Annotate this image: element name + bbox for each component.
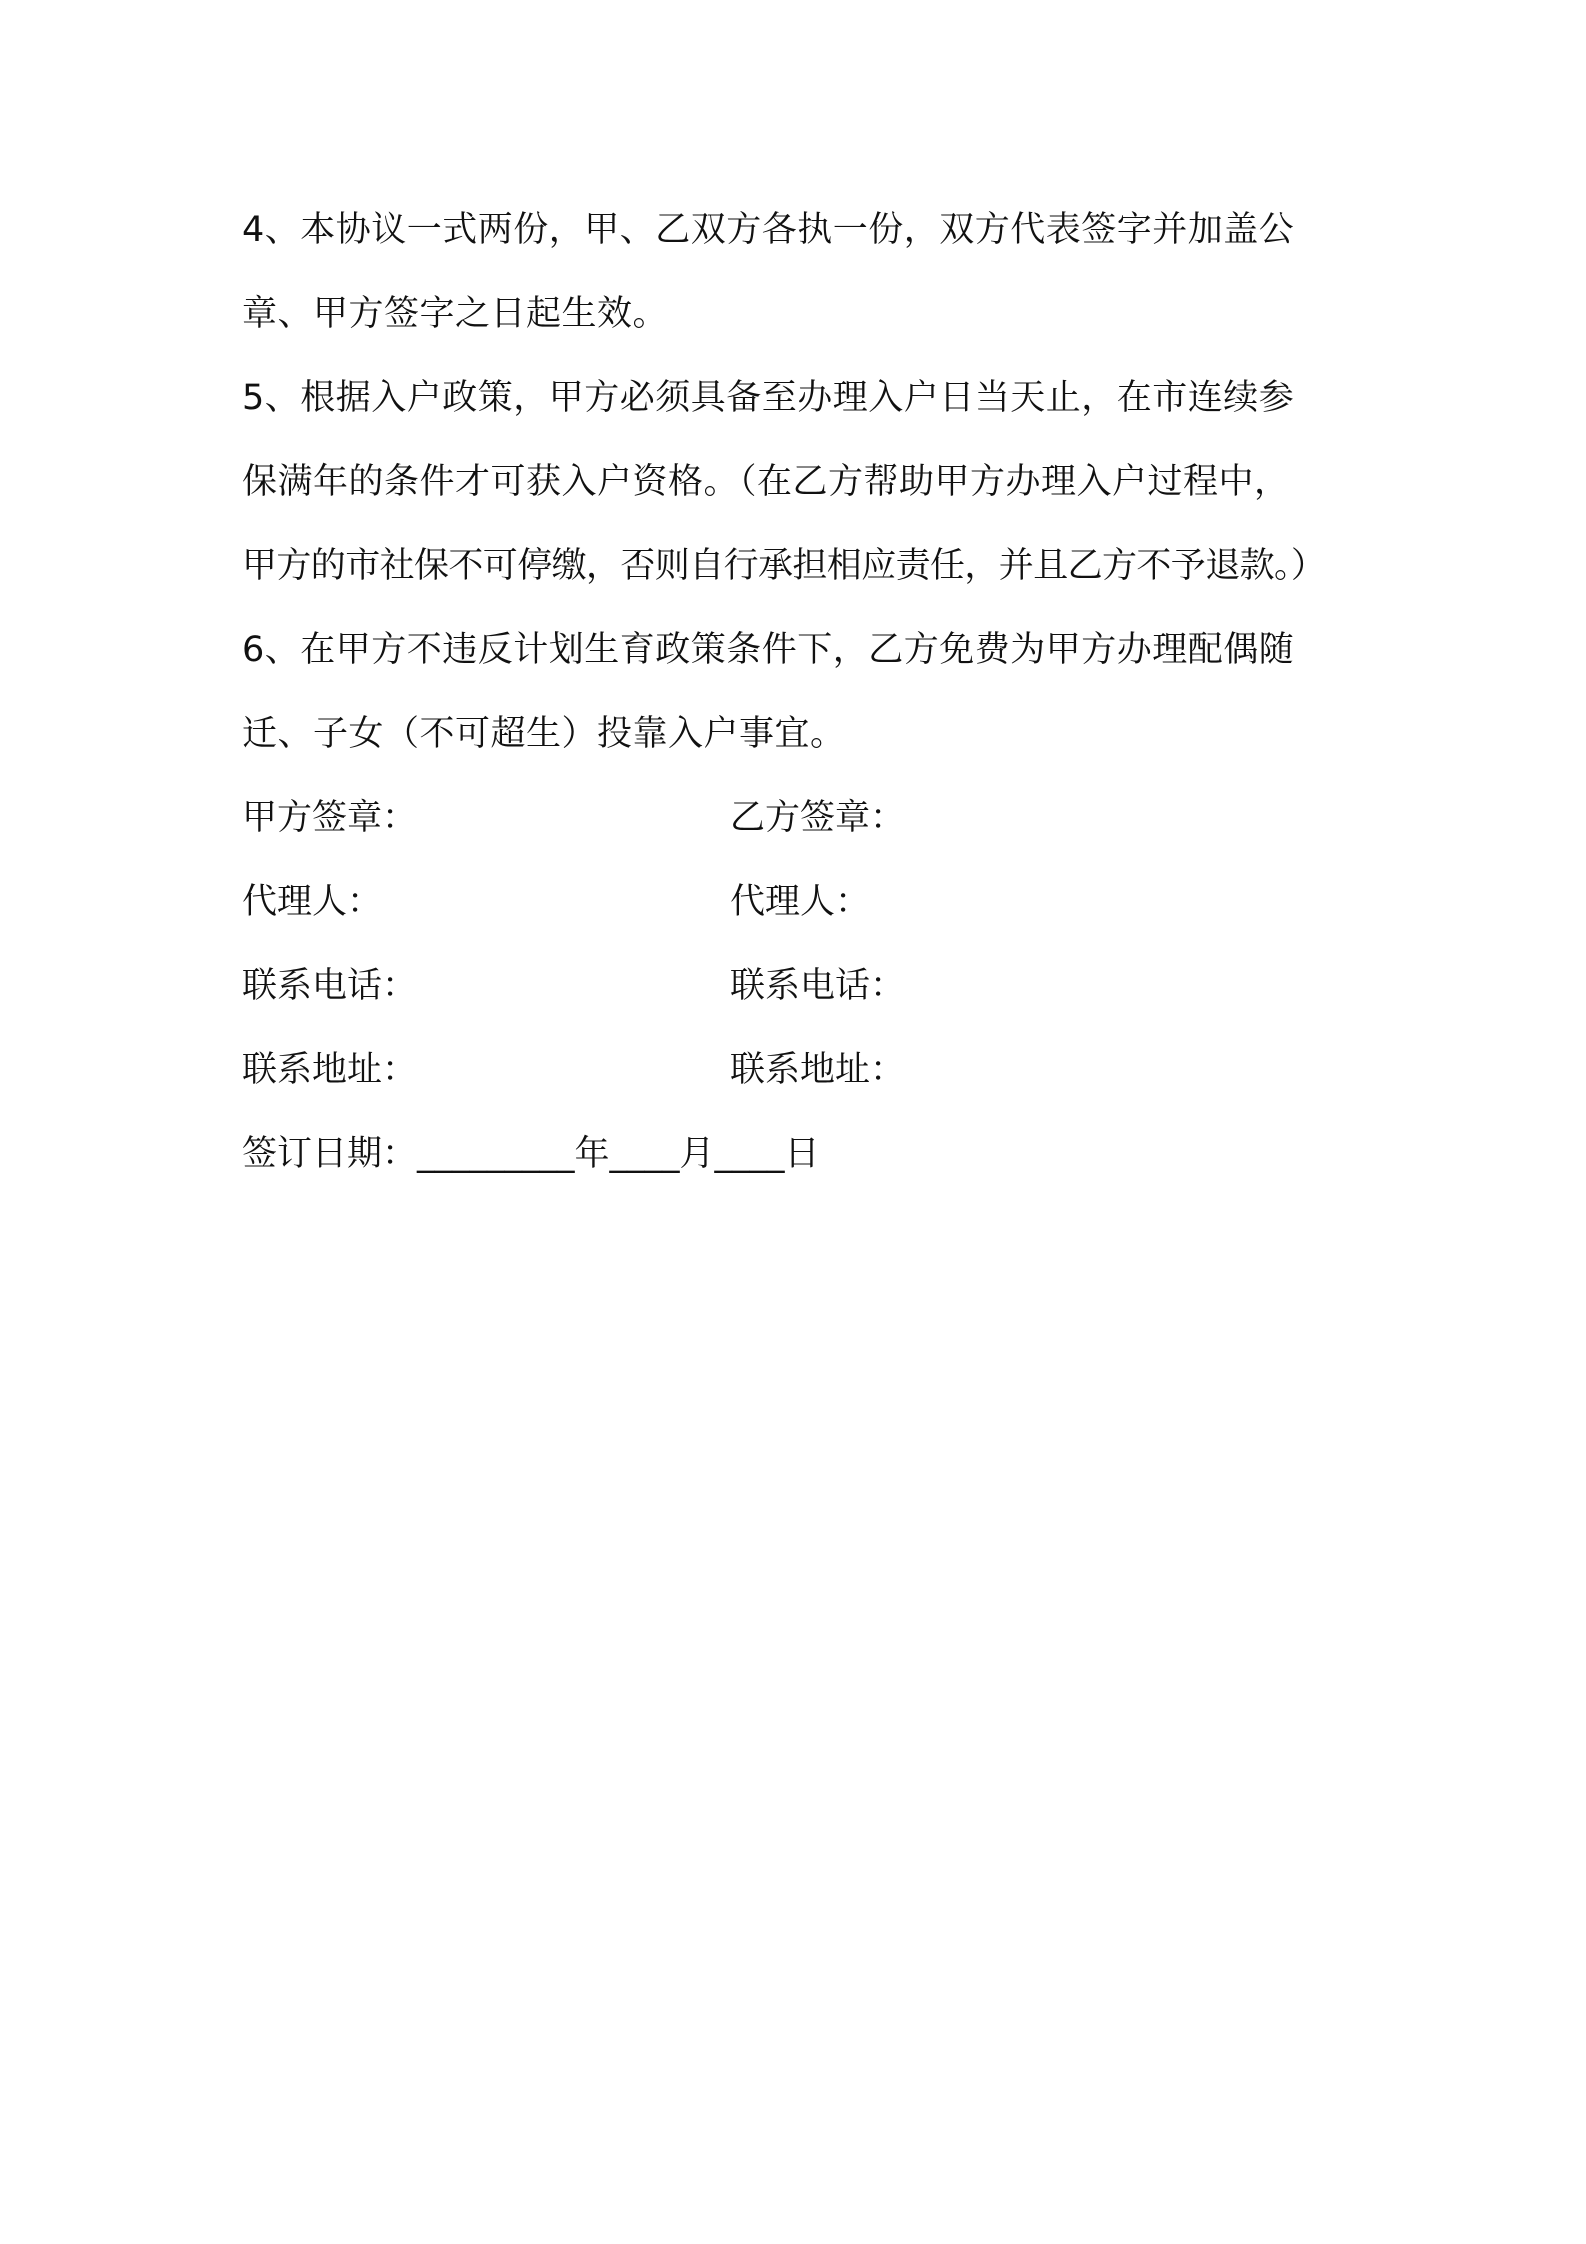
clause-4-line-2: 章、甲方签字之日起生效。 [242,294,669,334]
party-b-seal-label: 乙方签章： [730,798,906,838]
party-a-seal-label: 甲方签章： [242,798,418,838]
party-b-agent-label: 代理人： [730,882,871,922]
clause-6-line-2: 迁、子女（不可超生）投靠入户事宜。 [242,714,846,754]
clause-5-line-2: 保满年的条件才可获入户资格。（在乙方帮助甲方办理入户过程中， [242,462,1290,502]
party-b-phone-label: 联系电话： [730,966,906,1006]
party-b-address-label: 联系地址： [730,1050,906,1090]
clause-6-line-1: 6、在甲方不违反计划生育政策条件下，乙方免费为甲方办理配偶随 [242,630,1295,670]
clause-5-line-1: 5、根据入户政策，甲方必须具备至办理入户日当天止，在市连续参 [242,378,1295,418]
party-a-agent-label: 代理人： [242,882,383,922]
party-a-address-label: 联系地址： [242,1050,418,1090]
sign-date-line: 签订日期：_________年____月____日 [242,1134,820,1174]
clause-5-line-3: 甲方的市社保不可停缴，否则自行承担相应责任，并且乙方不予退款。） [242,546,1326,586]
clause-4-line-1: 4、本协议一式两份，甲、乙双方各执一份，双方代表签字并加盖公 [242,210,1295,250]
party-a-phone-label: 联系电话： [242,966,418,1006]
